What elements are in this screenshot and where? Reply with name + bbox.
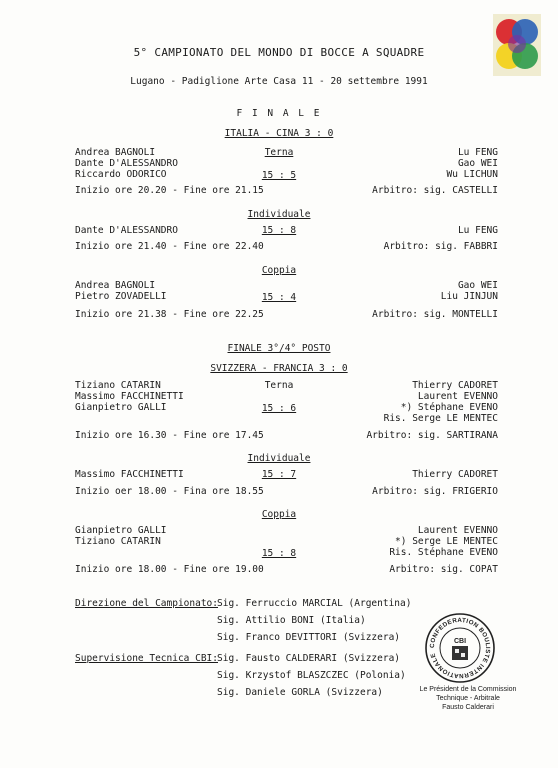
player: Wu LICHUN: [446, 169, 498, 180]
finale-terna-label: Terna: [264, 147, 294, 158]
finale-match: ITALIA - CINA 3 : 0: [224, 128, 334, 139]
finale34-terna-label: Terna: [264, 380, 294, 391]
player: Massimo FACCHINETTI: [75, 391, 184, 402]
finale34-coppia-label: Coppia: [261, 509, 297, 520]
score: 15 : 8: [261, 548, 297, 559]
player: *) Serge LE MENTEC: [395, 536, 498, 547]
match-time: Inizio ore 21.38 - Fine ore 22.25: [75, 309, 264, 320]
player: Ris. Serge LE MENTEC: [383, 413, 498, 424]
finale34-heading: FINALE 3°/4° POSTO: [227, 343, 331, 354]
match-time: Inizio oer 18.00 - Fina ore 18.55: [75, 486, 264, 497]
match-time: Inizio ore 16.30 - Fine ore 17.45: [75, 430, 264, 441]
player: Pietro ZOVADELLI: [75, 291, 167, 302]
match-time: Inizio ore 18.00 - Fine ore 19.00: [75, 564, 264, 575]
player: Laurent EVENNO: [417, 525, 498, 536]
finale-coppia-label: Coppia: [261, 265, 297, 276]
seal-ring-text: CONFEDERATION BOULISTE INTERNATIONALE: [428, 616, 492, 680]
signature-line: Technique - Arbitrale: [436, 695, 500, 702]
cbi-seal-icon: [424, 612, 496, 684]
player: Riccardo ODORICO: [75, 169, 167, 180]
official: Sig. Daniele GORLA (Svizzera): [217, 687, 383, 698]
signature-line: Fausto Calderari: [442, 704, 494, 711]
player: Tiziano CATARIN: [75, 536, 161, 547]
official: Sig. Attilio BONI (Italia): [217, 615, 366, 626]
referee: Arbitro: sig. MONTELLI: [372, 309, 498, 320]
player: Gao WEI: [457, 158, 498, 169]
document-title: 5° CAMPIONATO DEL MONDO DI BOCCE A SQUADRE: [133, 46, 425, 59]
player: Tiziano CATARIN: [75, 380, 161, 391]
player: Gianpietro GALLI: [75, 525, 167, 536]
score: 15 : 6: [261, 403, 297, 414]
score: 15 : 8: [261, 225, 297, 236]
referee: Arbitro: sig. FABBRI: [383, 241, 498, 252]
player: Ris. Stéphane EVENO: [389, 547, 498, 558]
referee: Arbitro: sig. COPAT: [389, 564, 498, 575]
document-subtitle: Lugano - Padiglione Arte Casa 11 - 20 settembre 1991: [130, 76, 428, 87]
player: Dante D'ALESSANDRO: [75, 225, 178, 236]
player: Lu FENG: [457, 225, 498, 236]
player: Laurent EVENNO: [417, 391, 498, 402]
player: Dante D'ALESSANDRO: [75, 158, 178, 169]
referee: Arbitro: sig. SARTIRANA: [366, 430, 498, 441]
official: Sig. Franco DEVITTORI (Svizzera): [217, 632, 401, 643]
official: Sig. Fausto CALDERARI (Svizzera): [217, 653, 401, 664]
player: Massimo FACCHINETTI: [75, 469, 184, 480]
seal-center-text: CBI: [453, 638, 467, 645]
supervisione-label: Supervisione Tecnica CBI:: [75, 653, 218, 664]
player: *) Stéphane EVENO: [400, 402, 498, 413]
finale34-individuale-label: Individuale: [247, 453, 311, 464]
finale34-match: SVIZZERA - FRANCIA 3 : 0: [210, 363, 348, 374]
referee: Arbitro: sig. FRIGERIO: [372, 486, 498, 497]
player: Andrea BAGNOLI: [75, 147, 156, 158]
player: Liu JINJUN: [440, 291, 498, 302]
referee: Arbitro: sig. CASTELLI: [372, 185, 498, 196]
match-time: Inizio ore 20.20 - Fine ore 21.15: [75, 185, 264, 196]
official: Sig. Krzystof BLASZCZEC (Polonia): [217, 670, 406, 681]
score: 15 : 7: [261, 469, 297, 480]
player: Thierry CADORET: [412, 469, 498, 480]
finale-heading: F I N A L E: [236, 108, 322, 119]
player: Gianpietro GALLI: [75, 402, 167, 413]
match-time: Inizio ore 21.40 - Fine ore 22.40: [75, 241, 264, 252]
direzione-label: Direzione del Campionato:: [75, 598, 218, 609]
player: Andrea BAGNOLI: [75, 280, 156, 291]
finale-individuale-label: Individuale: [247, 209, 311, 220]
championship-logo-icon: [491, 12, 543, 78]
official: Sig. Ferruccio MARCIAL (Argentina): [217, 598, 412, 609]
player: Thierry CADORET: [412, 380, 498, 391]
score: 15 : 4: [261, 292, 297, 303]
signature-line: Le Président de la Commission: [419, 686, 517, 693]
player: Lu FENG: [457, 147, 498, 158]
score: 15 : 5: [261, 170, 297, 181]
player: Gao WEI: [457, 280, 498, 291]
